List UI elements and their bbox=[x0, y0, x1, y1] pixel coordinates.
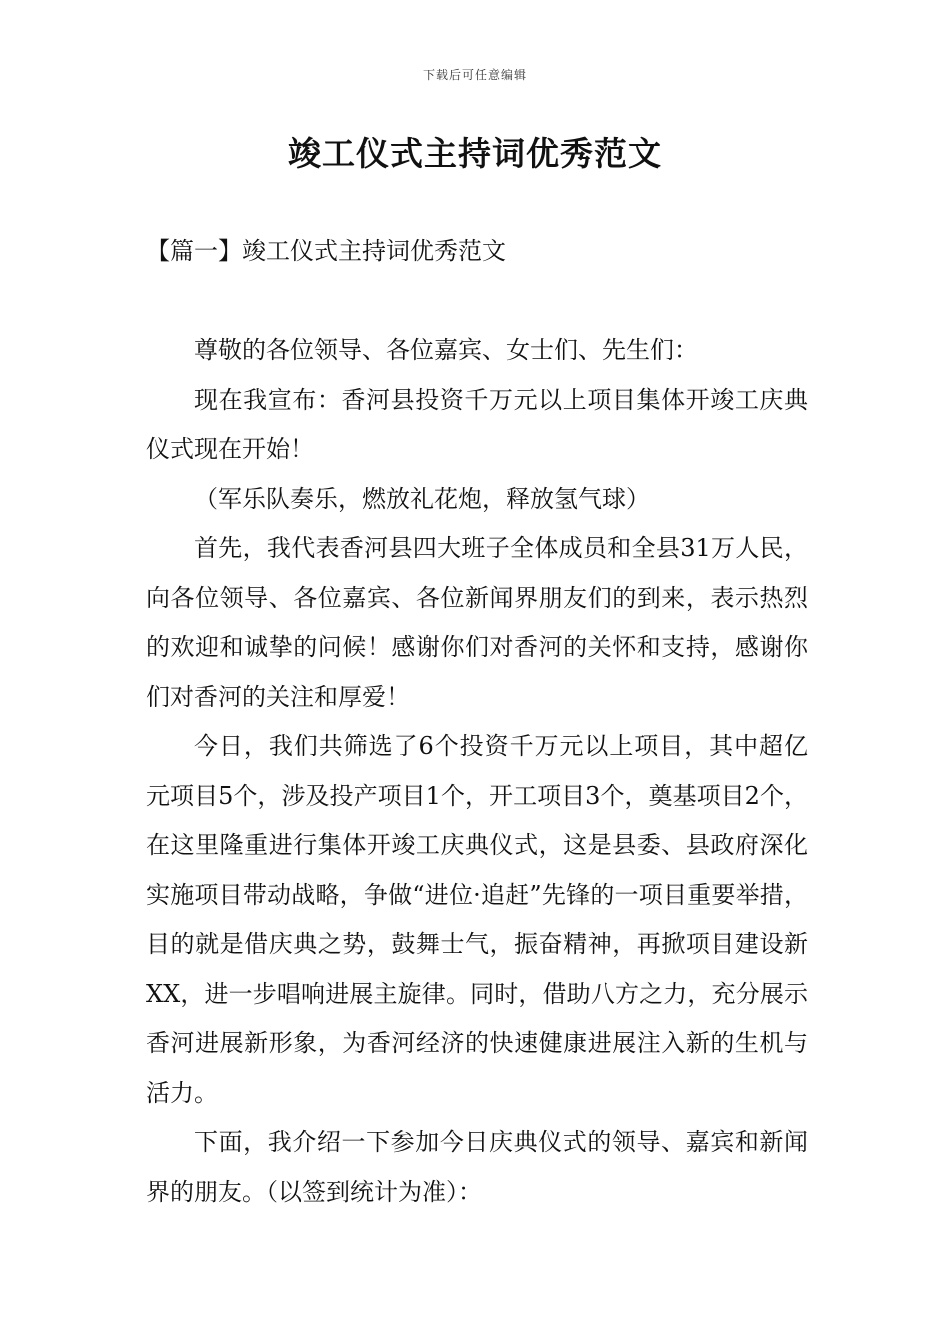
header-note: 下载后可任意编辑 bbox=[422, 68, 527, 82]
paragraph-introduction: 下面，我介绍一下参加今日庆典仪式的领导、嘉宾和新闻界的朋友。（以签到统计为准）： bbox=[146, 1128, 808, 1206]
paragraph-welcome: 首先，我代表香河县四大班子全体成员和全县31万人民，向各位领导、各位嘉宾、各位新闻界朋友们的到来，表示热烈的欢迎和诚挚的问候！感谢你们对香河的关怀和支持，感谢你们对香河的关注和厚爱！ bbox=[146, 534, 808, 711]
section-heading: 【篇一】竣工仪式主持词优秀范文 bbox=[146, 237, 506, 265]
paragraph-greeting: 尊敬的各位领导、各位嘉宾、女士们、先生们： bbox=[194, 336, 698, 364]
paragraph-stage-direction: （军乐队奏乐，燃放礼花炮，释放氢气球） bbox=[194, 484, 650, 513]
body-text bbox=[146, 326, 808, 1217]
document-title: 竣工仪式主持词优秀范文 bbox=[288, 134, 662, 173]
paragraph-announcement: 现在我宣布：香河县投资千万元以上项目集体开竣工庆典仪式现在开始！ bbox=[146, 385, 808, 463]
paragraph-projects: 今日，我们共筛选了6个投资千万元以上项目，其中超亿元项目5个，涉及投产项目1个，开工项目3个，奠基项目2个，在这里隆重进行集体开竣工庆典仪式，这是县委、县政府深化实施项目带动战略，争做“进位·追赶”先锋的一项目重要举措，目的就是借庆典之势，鼓舞士气，振奋精神，再掀项目建设新XX，进一步唱响进展主旋律。同时，借助八方之力，充分展示香河进展新形象，为香河经济的快速健康进展注入新的生机与活力。 bbox=[146, 732, 808, 1107]
